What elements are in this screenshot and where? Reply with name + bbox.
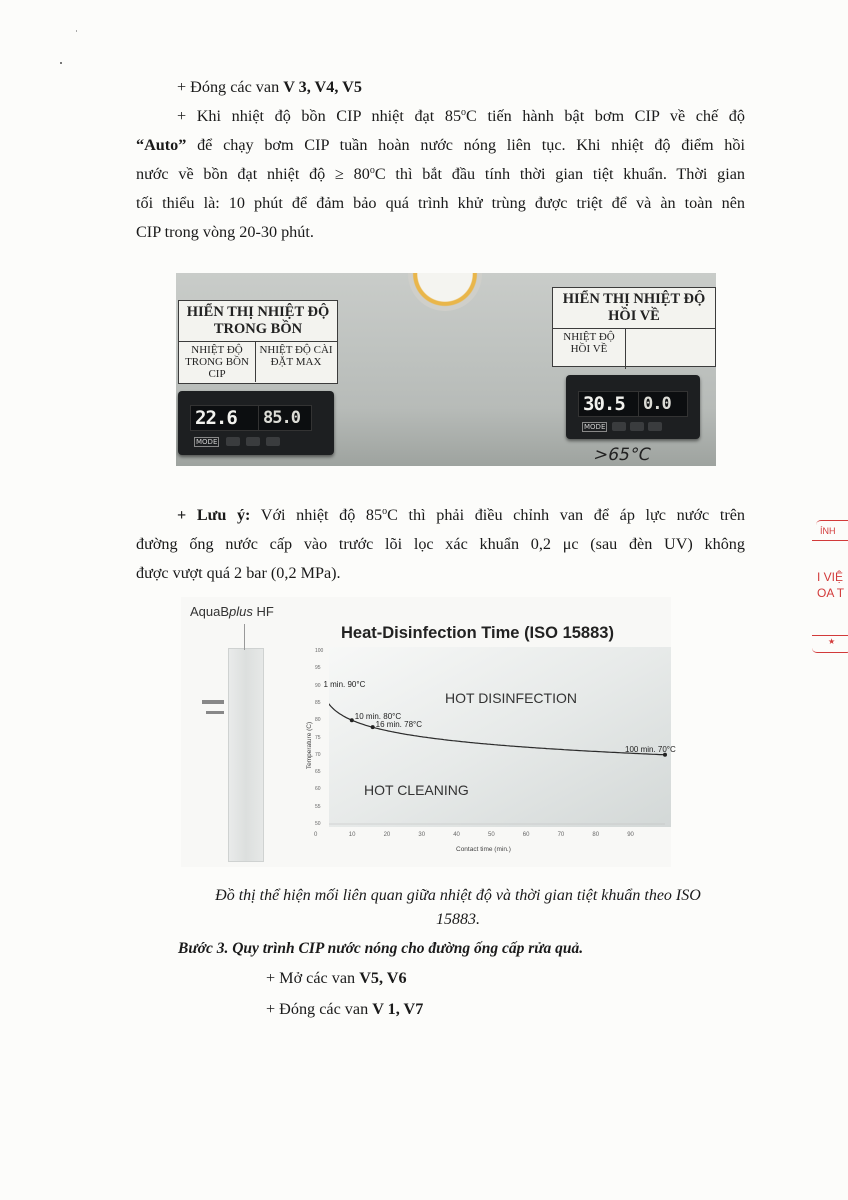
figure-caption <box>168 884 748 932</box>
cip-text: tối thiểu là: 10 phút để đảm bảo quá trình khử trùng được triệt để và àn toàn nên <box>136 194 745 212</box>
degree-sup: o <box>382 506 388 517</box>
note-line-1 <box>177 500 745 530</box>
y-tick-label: 50 <box>315 821 321 827</box>
cip-text: C thì bắt đầu tính thời gian tiệt khuẩn. Thời gian <box>374 165 745 183</box>
x-tick-label: 70 <box>557 832 565 838</box>
cip-paragraph-line-2 <box>136 130 745 160</box>
chart-svg <box>329 647 671 827</box>
step-line-1 <box>266 963 407 993</box>
caption-line: 15883. <box>436 911 480 928</box>
return-temp-controller <box>566 375 700 439</box>
x-tick-label: 50 <box>488 832 495 838</box>
controller-button <box>226 437 240 446</box>
cip-text: nước về bồn đạt nhiệt độ ≥ 80 <box>136 165 370 183</box>
brand-text: HF <box>252 604 274 619</box>
x-tick-label: 20 <box>383 832 391 838</box>
cip-text: + Khi nhiệt độ bồn CIP nhiệt đạt 85 <box>177 107 462 125</box>
return-temp-title: HIỂN THỊ NHIỆT ĐỘ HỒI VỀ <box>553 288 715 329</box>
y-tick-label: 70 <box>315 751 321 758</box>
region-hot-disinfection: HOT DISINFECTION <box>445 690 577 706</box>
step-line-2 <box>266 994 423 1024</box>
x-tick-label: 80 <box>592 832 600 838</box>
cip-paragraph-line-5 <box>136 217 314 247</box>
point-label: 1 min. 90°C <box>323 679 366 689</box>
x-tick-label: 60 <box>522 832 530 838</box>
controller-button <box>648 422 662 431</box>
setpoint-max-cell: NHIỆT ĐỘ CÀI ĐẶT MAX <box>259 344 333 368</box>
caption-line: Đồ thị thể hiện mối liên quan giữa nhiệt độ và thời gian tiệt khuẩn theo ISO <box>215 887 701 904</box>
step-text: + Đóng các van <box>266 1000 373 1018</box>
step-heading: Bước 3. Quy trình CIP nước nóng cho đường ống cấp rửa quả. <box>178 940 584 957</box>
chart-panel <box>329 647 671 827</box>
note-line-2 <box>136 529 745 559</box>
stamp-text: I VIỆ <box>817 570 844 584</box>
degree-sup: o <box>461 107 467 118</box>
data-point <box>350 718 354 722</box>
x-tick-label: 40 <box>453 832 460 838</box>
handwritten-note: >65°C <box>591 445 653 465</box>
tank-temp-label <box>178 300 338 384</box>
step-valves: V 1, V7 <box>372 1000 424 1018</box>
return-temp-display: 30.5 <box>578 391 640 417</box>
y-tick-label: 65 <box>315 769 321 776</box>
valve-close-line <box>177 72 362 102</box>
controller-button <box>246 437 260 446</box>
region-hot-cleaning: HOT CLEANING <box>364 782 469 798</box>
brand-text: plus <box>229 604 253 619</box>
cip-text: để chạy bơm CIP tuần hoàn nước nóng liên tục. Khi nhiệt độ điểm hồi <box>186 136 745 154</box>
brand-text: AquaB <box>190 604 230 619</box>
cip-paragraph-line-3 <box>136 159 745 189</box>
tank-temp-controller <box>178 391 334 455</box>
cip-paragraph-line-4 <box>136 188 745 218</box>
brand-label <box>190 604 274 619</box>
x-tick-label: 90 <box>627 832 634 838</box>
mode-button: MODE <box>584 423 606 431</box>
stamp-arc <box>812 648 848 653</box>
return-temp-label <box>552 287 716 367</box>
x-tick-label: 0 <box>314 832 318 838</box>
device-pipe <box>244 624 245 650</box>
point-label: 16 min. 78°C <box>375 720 423 730</box>
cip-text: CIP trong vòng 20-30 phút. <box>136 223 314 241</box>
controller-button <box>266 437 280 446</box>
tank-temp-cell: NHIỆT ĐỘ TRONG BỒN CIP <box>179 342 256 382</box>
chart-title: Heat-Disinfection Time (ISO 15883) <box>341 624 614 642</box>
pressure-gauge <box>408 273 482 311</box>
x-axis-label: Contact time (min.) <box>456 846 511 853</box>
device-connector-icon <box>202 700 224 704</box>
controller-panel-photo <box>176 273 716 466</box>
note-line-3 <box>136 558 341 588</box>
point-label: 100 min. 70°C <box>625 744 676 754</box>
y-tick-label: 85 <box>315 699 321 706</box>
y-tick-label: 75 <box>315 734 321 741</box>
return-setpoint-display: 0.0 <box>638 391 688 417</box>
stamp-rule <box>812 540 848 541</box>
y-tick-label: 95 <box>315 665 321 672</box>
setpoint-display: 85.0 <box>258 405 312 431</box>
red-stamp <box>812 520 848 660</box>
stamp-text: ÍNH <box>820 526 836 536</box>
step-valves: V5, V6 <box>359 969 407 987</box>
chart-background <box>329 647 671 827</box>
valve-close-prefix: + Đóng các van <box>177 78 284 96</box>
note-text: đường ống nước cấp vào trước lõi lọc xác khuẩn 0,2 μc (sau đèn UV) không <box>136 535 745 553</box>
y-tick-label: 100 <box>315 648 324 654</box>
note-label: + Lưu ý: <box>177 506 251 524</box>
y-tick-label: 80 <box>315 717 321 724</box>
note-text: C thì phải điều chỉnh van để áp lực nước trên <box>387 506 745 524</box>
cip-paragraph-line-1 <box>177 101 745 131</box>
degree-sup: o <box>369 165 375 176</box>
valve-close-list: V 3, V4, V5 <box>283 78 362 96</box>
x-tick-label: 30 <box>418 832 426 838</box>
scan-dot <box>60 62 62 64</box>
y-tick-label: 60 <box>315 786 321 793</box>
stamp-arc <box>816 520 848 525</box>
return-temp-cell: NHIỆT ĐỘ HỒI VỀ <box>553 329 626 369</box>
mode-button: MODE <box>196 438 218 446</box>
stamp-text: OA T <box>817 586 845 600</box>
step-text: + Mở các van <box>266 969 360 987</box>
scan-dot <box>76 30 77 32</box>
tank-temp-display: 22.6 <box>190 405 260 431</box>
stamp-rule <box>812 635 848 636</box>
device-sketch <box>228 648 264 862</box>
y-axis-label: Temperature (C) <box>306 721 314 770</box>
stamp-star-icon: ★ <box>828 637 836 646</box>
y-tick-label: 55 <box>315 803 321 810</box>
controller-button <box>612 422 626 431</box>
y-tick-label: 90 <box>315 682 321 689</box>
tank-temp-title: HIỂN THỊ NHIỆT ĐỘ TRONG BỒN <box>179 301 337 342</box>
x-tick-label: 10 <box>348 832 356 838</box>
note-text: Với nhiệt độ 85 <box>250 506 383 524</box>
data-point <box>371 725 375 729</box>
cip-text: C tiến hành bật bơm CIP về chế độ <box>466 107 745 125</box>
auto-mode-text: “Auto” <box>136 136 187 154</box>
device-connector-icon <box>206 711 224 714</box>
controller-button <box>630 422 644 431</box>
point-label: 10 min. 80°C <box>354 712 402 722</box>
note-text: được vượt quá 2 bar (0,2 MPa). <box>136 564 341 582</box>
